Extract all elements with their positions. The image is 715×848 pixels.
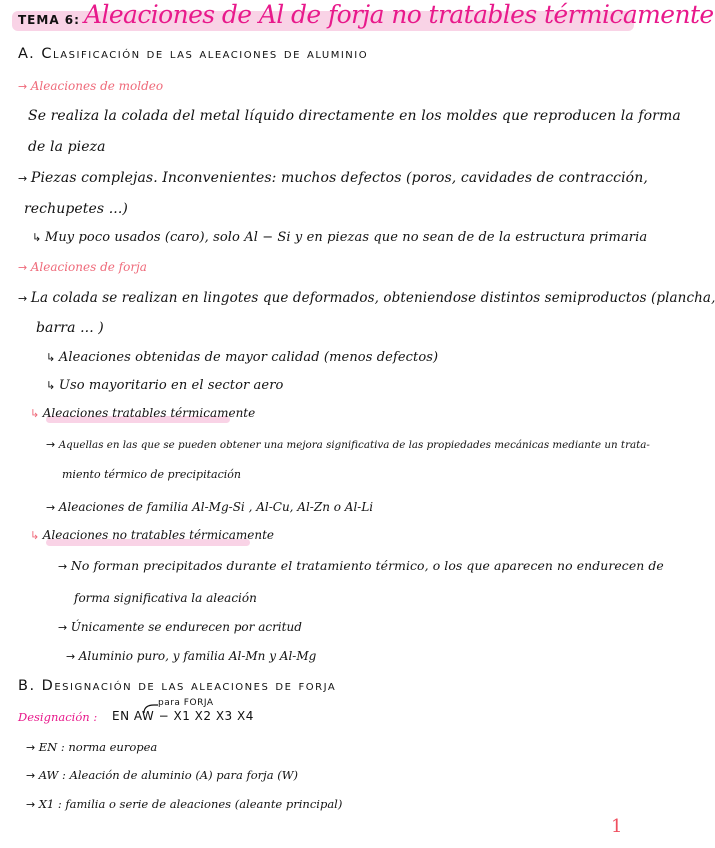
page-title: Aleaciones de Al de forja no tratables térmicamente	[84, 0, 714, 29]
arrow-icon: →	[18, 80, 31, 93]
arrow-icon: →	[26, 798, 39, 811]
designacion-formula: EN AW − X1 X2 X3 X4	[112, 709, 254, 723]
hook-arrow-icon: ↳	[46, 379, 59, 392]
tratables-line-1: → Aquellas en las que se pueden obtener una mejora significativa de las propiedades mecánicas mediante un trata-	[46, 438, 650, 451]
forja-line-4: ↳ Uso mayoritario en el sector aero	[46, 378, 284, 393]
tratables-line-2: miento térmico de precipitación	[62, 468, 241, 481]
moldeo-line-1: Se realiza la colada del metal líquido directamente en los moldes que reproducen la forma	[28, 108, 681, 124]
arrow-icon: →	[18, 172, 31, 185]
hook-arrow-icon: ↳	[32, 231, 45, 244]
hook-arrow-icon: ↳	[30, 407, 43, 420]
arrow-icon: →	[26, 769, 39, 782]
arrow-icon: →	[58, 621, 71, 634]
forja-line-1: → La colada se realizan en lingotes que deformados, obteniendose distintos semiproductos (plancha,	[18, 290, 715, 306]
hook-arrow-icon: ↳	[46, 351, 59, 364]
para-forja-note: para FORJA	[158, 698, 214, 708]
arrow-icon: →	[18, 292, 31, 305]
moldeo-label: → Aleaciones de moldeo	[18, 79, 164, 93]
page-number: 1	[611, 816, 623, 837]
arrow-icon: →	[26, 741, 39, 754]
tema-label: TEMA 6:	[18, 13, 80, 27]
designation-item-2: → AW : Aleación de aluminio (A) para forja (W)	[26, 768, 299, 782]
arrow-icon: →	[18, 261, 31, 274]
tratables-line-3: → Aleaciones de familia Al-Mg-Si , Al-Cu, Al-Zn o Al-Li	[46, 500, 374, 514]
no-tratables-line-2: forma significativa la aleación	[74, 591, 257, 605]
no-tratables-line-1: → No forman precipitados durante el tratamiento térmico, o los que aparecen no endurecen de	[58, 558, 664, 573]
arrow-icon: →	[66, 650, 79, 663]
no-tratables-line-3: → Únicamente se endurecen por acritud	[58, 620, 302, 634]
designation-item-1: → EN : norma europea	[26, 740, 158, 754]
arrow-icon: →	[58, 560, 71, 573]
designation-item-3: → X1 : familia o serie de aleaciones (aleante principal)	[26, 797, 343, 811]
moldeo-line-4: rechupetes ...)	[24, 201, 128, 217]
tratables-label: ↳ Aleaciones tratables térmicamente	[30, 406, 256, 420]
no-tratables-label: ↳ Aleaciones no tratables térmicamente	[30, 528, 274, 542]
section-a-heading: A. Clasificación de las aleaciones de aluminio	[18, 46, 369, 62]
moldeo-line-2: de la pieza	[28, 139, 106, 155]
arrow-icon: →	[46, 501, 59, 514]
hook-arrow-icon: ↳	[30, 529, 43, 542]
designacion-label: Designación :	[18, 710, 98, 724]
forja-line-3: ↳ Aleaciones obtenidas de mayor calidad (menos defectos)	[46, 350, 439, 365]
moldeo-line-5: ↳ Muy poco usados (caro), solo Al − Si y en piezas que no sean de de la estructura primaria	[32, 230, 648, 245]
moldeo-line-3: → Piezas complejas. Inconvenientes: muchos defectos (poros, cavidades de contracción,	[18, 170, 648, 186]
no-tratables-line-4: → Aluminio puro, y familia Al-Mn y Al-Mg	[66, 649, 317, 663]
section-b-heading: B. Designación de las aleaciones de forja	[18, 678, 337, 694]
forja-label: → Aleaciones de forja	[18, 260, 147, 274]
forja-line-2: barra ... )	[36, 320, 104, 336]
arrow-icon: →	[46, 438, 59, 451]
